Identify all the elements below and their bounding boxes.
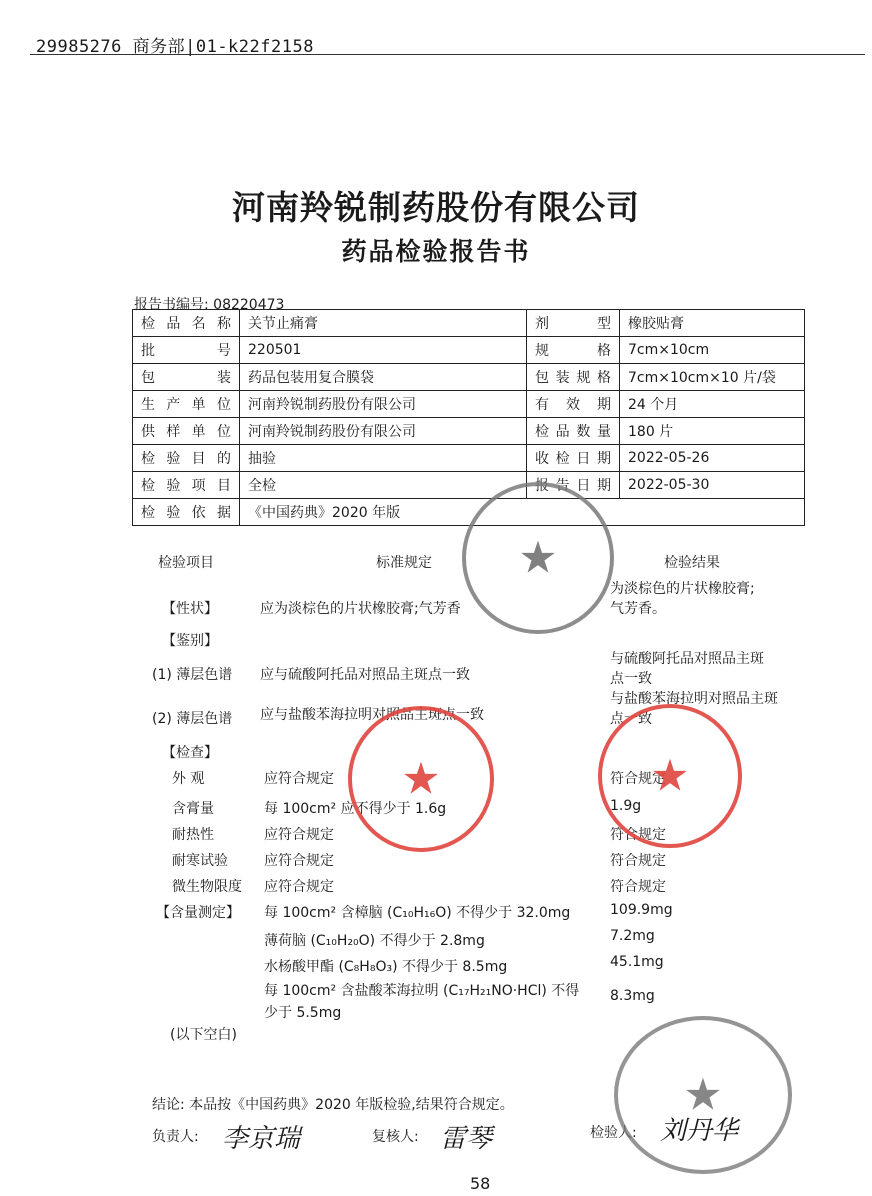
report-number-value: 08220473 [213, 297, 285, 313]
check-standard: 每 100cm² 应不得少于 1.6g [264, 801, 447, 817]
character-standard: 应为淡棕色的片状橡胶膏;气芳香 [260, 601, 461, 617]
table-row [133, 445, 805, 472]
assay-line-3: 水杨酸甲酯 (C₈H₈O₃) 不得少于 8.5mg [264, 959, 508, 975]
check-result: 符合规定 [610, 853, 666, 869]
tlc1-result-1: 与硫酸阿托品对照品主斑 [610, 651, 764, 667]
check-item: 微生物限度 [172, 879, 242, 895]
conclusion: 结论: 本品按《中国药典》2020 年版检验,结果符合规定。 [152, 1097, 514, 1113]
table-label: 包 装 [133, 364, 240, 391]
table-value: 橡胶贴膏 [620, 310, 805, 337]
table-label: 剂 型 [527, 310, 620, 337]
table-value: 河南羚锐制药股份有限公司 [240, 391, 527, 418]
inspector-label: 检验人: [590, 1125, 637, 1141]
blank-note: (以下空白) [170, 1027, 237, 1043]
table-value: 全检 [240, 472, 527, 499]
assay-line-4: 每 100cm² 含盐酸苯海拉明 (C₁₇H₂₁NO·HCl) 不得 [264, 983, 580, 999]
table-row [133, 418, 805, 445]
check-result: 1.9g [610, 798, 642, 814]
assay-result-2: 7.2mg [610, 928, 655, 944]
table-row [133, 364, 805, 391]
assay-section: 【含量测定】 [156, 905, 240, 921]
page-mark: 58 [470, 1174, 491, 1193]
info-table [132, 309, 805, 526]
table-label: 报告日期 [527, 472, 620, 499]
check-item: 耐寒试验 [172, 853, 228, 869]
assay-result-1: 109.9mg [610, 902, 673, 918]
table-label: 检品名称 [133, 310, 240, 337]
star-icon: ★ [650, 750, 690, 802]
header-divider [30, 54, 865, 55]
report-number-label: 报告书编号: [134, 297, 209, 313]
table-value: 2022-05-26 [620, 445, 805, 472]
table-label: 收检日期 [527, 445, 620, 472]
table-label: 生产单位 [133, 391, 240, 418]
character-result-2: 气芳香。 [610, 601, 666, 617]
table-label: 检品数量 [527, 418, 620, 445]
assay-line-2: 薄荷脑 (C₁₀H₂₀O) 不得少于 2.8mg [264, 933, 485, 949]
check-item: 外 观 [172, 771, 205, 787]
identification-section: 【鉴别】 [162, 633, 218, 649]
tlc1-item: (1) 薄层色谱 [152, 667, 233, 683]
table-row [133, 391, 805, 418]
responsible-signature: 李京瑞 [222, 1124, 301, 1154]
assay-result-4: 8.3mg [610, 988, 655, 1004]
reviewer-signature: 雷琴 [440, 1124, 493, 1154]
basis-value: 《中国药典》2020 年版 [240, 499, 805, 526]
company-seal-stamp [614, 1016, 792, 1174]
table-row [133, 499, 805, 526]
table-label: 检验目的 [133, 445, 240, 472]
check-result: 符合规定 [610, 827, 666, 843]
star-icon: ★ [518, 532, 558, 584]
table-label: 规 格 [527, 337, 620, 364]
table-value: 2022-05-30 [620, 472, 805, 499]
tlc2-standard: 应与盐酸苯海拉明对照品主斑点一致 [260, 707, 484, 723]
table-value: 河南羚锐制药股份有限公司 [240, 418, 527, 445]
reviewer-label: 复核人: [372, 1129, 419, 1145]
tlc2-result-1: 与盐酸苯海拉明对照品主斑 [610, 691, 778, 707]
col-header-standard: 标准规定 [376, 555, 432, 571]
document-title: 药品检验报告书 [341, 237, 531, 266]
star-icon: ★ [683, 1069, 723, 1121]
check-standard: 应符合规定 [264, 879, 334, 895]
quality-seal-stamp [598, 704, 742, 848]
table-label: 供样单位 [133, 418, 240, 445]
company-name: 河南羚锐制药股份有限公司 [232, 188, 640, 227]
table-value: 7cm×10cm [620, 337, 805, 364]
table-value: 抽验 [240, 445, 527, 472]
check-item: 含膏量 [172, 801, 214, 817]
table-value: 关节止痛膏 [240, 310, 527, 337]
star-icon: ★ [401, 753, 441, 805]
inspector-signature: 刘丹华 [660, 1116, 739, 1146]
table-value: 药品包装用复合膜袋 [240, 364, 527, 391]
col-header-result: 检验结果 [664, 555, 720, 571]
table-row [133, 337, 805, 364]
character-result-1: 为淡棕色的片状橡胶膏; [610, 581, 755, 597]
assay-line-1: 每 100cm² 含樟脑 (C₁₀H₁₆O) 不得少于 32.0mg [264, 905, 571, 921]
quality-dept-seal-stamp [348, 706, 494, 852]
table-row [133, 472, 805, 499]
check-standard: 应符合规定 [264, 827, 334, 843]
character-section: 【性状】 [162, 601, 218, 617]
check-item: 耐热性 [172, 827, 214, 843]
table-value: 220501 [240, 337, 527, 364]
check-standard: 应符合规定 [264, 853, 334, 869]
responsible-label: 负责人: [152, 1129, 199, 1145]
basis-label: 检验依据 [133, 499, 240, 526]
table-value: 24 个月 [620, 391, 805, 418]
table-label: 有 效 期 [527, 391, 620, 418]
table-row [133, 310, 805, 337]
inspection-seal-stamp [462, 482, 614, 634]
col-header-item: 检验项目 [158, 555, 214, 571]
check-section: 【检查】 [162, 745, 218, 761]
tlc2-result-2: 点一致 [610, 711, 652, 727]
tlc1-standard: 应与硫酸阿托品对照品主斑点一致 [260, 667, 470, 683]
tlc2-item: (2) 薄层色谱 [152, 711, 233, 727]
assay-line-5: 少于 5.5mg [264, 1005, 342, 1021]
table-label: 包装规格 [527, 364, 620, 391]
table-label: 检验项目 [133, 472, 240, 499]
document-id: 29985276 商务部|01-k22f2158 [36, 37, 314, 57]
table-value: 7cm×10cm×10 片/袋 [620, 364, 805, 391]
table-label: 批 号 [133, 337, 240, 364]
tlc1-result-2: 点一致 [610, 671, 652, 687]
check-result: 符合规定 [610, 771, 666, 787]
assay-result-3: 45.1mg [610, 954, 664, 970]
check-standard: 应符合规定 [264, 771, 334, 787]
check-result: 符合规定 [610, 879, 666, 895]
table-value: 180 片 [620, 418, 805, 445]
